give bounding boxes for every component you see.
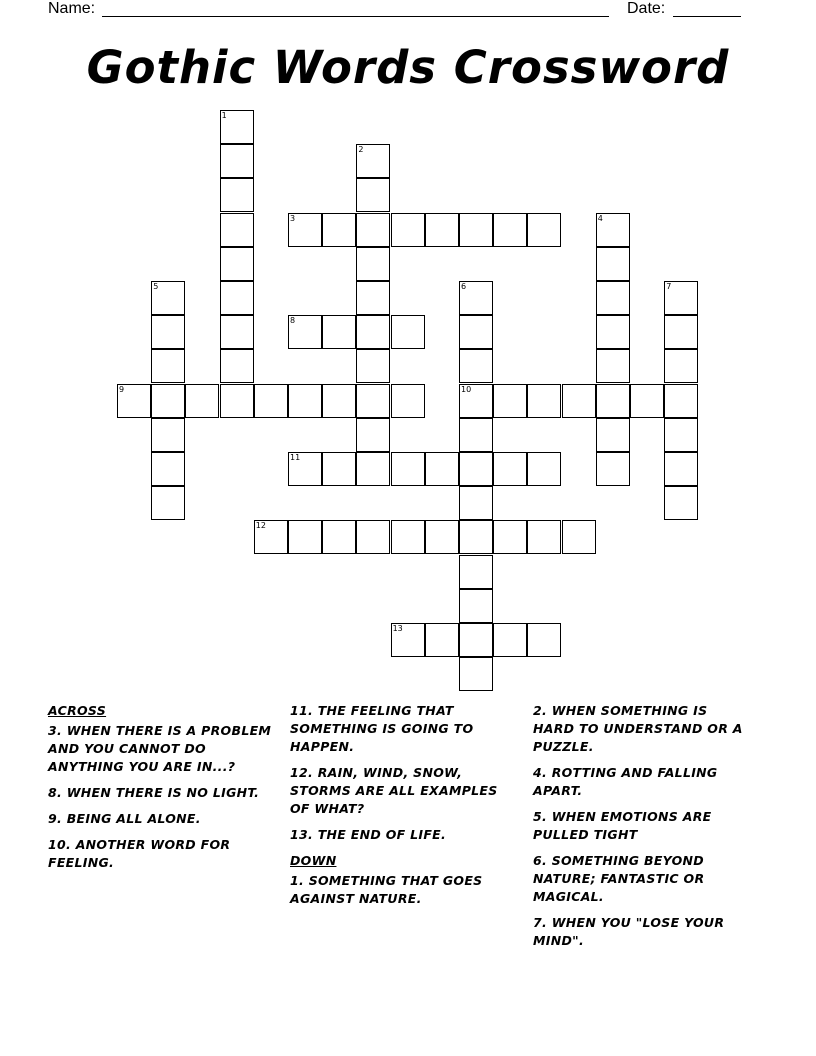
- grid-cell[interactable]: [151, 452, 185, 486]
- grid-cell[interactable]: [288, 315, 322, 349]
- grid-cell[interactable]: [151, 315, 185, 349]
- grid-cell[interactable]: [596, 315, 630, 349]
- grid-cell[interactable]: [391, 623, 425, 657]
- grid-cell[interactable]: [391, 315, 425, 349]
- grid-cell[interactable]: [425, 213, 459, 247]
- grid-cell[interactable]: [117, 384, 151, 418]
- grid-cell[interactable]: [425, 623, 459, 657]
- grid-cell[interactable]: [459, 486, 493, 520]
- grid-cell[interactable]: [493, 452, 527, 486]
- down-heading: DOWN: [290, 853, 337, 868]
- grid-cell[interactable]: [664, 452, 698, 486]
- grid-cell[interactable]: [596, 247, 630, 281]
- grid-cell[interactable]: [356, 281, 390, 315]
- grid-cell[interactable]: [459, 281, 493, 315]
- grid-cell[interactable]: [664, 349, 698, 383]
- cell-number: 5: [153, 282, 159, 291]
- grid-cell[interactable]: [664, 418, 698, 452]
- grid-cell[interactable]: [220, 110, 254, 144]
- grid-cell[interactable]: [596, 452, 630, 486]
- grid-cell[interactable]: [356, 452, 390, 486]
- grid-cell[interactable]: [493, 384, 527, 418]
- grid-cell[interactable]: [459, 555, 493, 589]
- clue-down-1: 1. SOMETHING THAT GOES AGAINST NATURE.: [290, 873, 483, 906]
- cell-number: 1: [221, 111, 227, 120]
- grid-cell[interactable]: [220, 213, 254, 247]
- grid-cell[interactable]: [185, 384, 219, 418]
- grid-cell[interactable]: [493, 623, 527, 657]
- grid-cell[interactable]: [391, 452, 425, 486]
- cell-number: 8: [290, 316, 296, 326]
- grid-cell[interactable]: [596, 281, 630, 315]
- date-label: Date:: [627, 0, 666, 17]
- grid-cell[interactable]: [596, 384, 630, 418]
- clue-across-3: 3. WHEN THERE IS A PROBLEM AND YOU CANNOT DO ANYTHING YOU ARE IN...?: [48, 723, 272, 774]
- grid-cell[interactable]: [391, 213, 425, 247]
- grid-cell[interactable]: [527, 520, 561, 554]
- grid-cell[interactable]: [664, 486, 698, 520]
- clue-across-13: 13. THE END OF LIFE.: [290, 827, 447, 842]
- grid-cell[interactable]: [493, 213, 527, 247]
- grid-cell[interactable]: [562, 384, 596, 418]
- grid-cell[interactable]: [356, 144, 390, 178]
- grid-cell[interactable]: [527, 213, 561, 247]
- grid-cell[interactable]: [220, 384, 254, 418]
- across-heading: ACROSS: [48, 703, 107, 718]
- cell-number: 10: [461, 384, 472, 394]
- grid-cell[interactable]: [562, 520, 596, 554]
- grid-cell[interactable]: [220, 144, 254, 178]
- grid-cell[interactable]: [664, 384, 698, 418]
- grid-cell[interactable]: [391, 384, 425, 418]
- grid-cell[interactable]: [425, 520, 459, 554]
- grid-cell[interactable]: [356, 418, 390, 452]
- grid-cell[interactable]: [356, 213, 390, 247]
- clue-across-11: 11. THE FEELING THAT SOMETHING IS GOING TO HAPPEN.: [290, 703, 474, 754]
- cell-number: 2: [358, 145, 364, 155]
- clue-down-5: 5. WHEN EMOTIONS ARE PULLED TIGHT: [533, 809, 712, 842]
- grid-cell[interactable]: [527, 384, 561, 418]
- clue-column-3: [533, 702, 753, 958]
- cell-number: 9: [119, 384, 125, 394]
- grid-cell[interactable]: [459, 589, 493, 623]
- grid-cell[interactable]: [254, 384, 288, 418]
- grid-cell[interactable]: [322, 213, 356, 247]
- grid-cell[interactable]: [459, 520, 493, 554]
- page-title: Gothic Words Crossword: [86, 41, 730, 94]
- grid-cell[interactable]: [596, 349, 630, 383]
- grid-cell[interactable]: [220, 349, 254, 383]
- grid-cell[interactable]: [322, 452, 356, 486]
- grid-cell[interactable]: [220, 178, 254, 212]
- grid-cell[interactable]: [151, 384, 185, 418]
- clue-column-1: [48, 702, 278, 880]
- grid-cell[interactable]: [322, 384, 356, 418]
- grid-cell[interactable]: [356, 349, 390, 383]
- cell-number: 7: [666, 282, 672, 291]
- clue-across-8: 8. WHEN THERE IS NO LIGHT.: [48, 785, 260, 800]
- grid-cell[interactable]: [425, 452, 459, 486]
- cell-number: 6: [461, 282, 467, 291]
- grid-cell[interactable]: [459, 213, 493, 247]
- grid-cell[interactable]: [596, 418, 630, 452]
- grid-cell[interactable]: [596, 213, 630, 247]
- grid-cell[interactable]: [151, 418, 185, 452]
- grid-cell[interactable]: [220, 281, 254, 315]
- clue-across-9: 9. BEING ALL ALONE.: [48, 811, 201, 826]
- grid-cell[interactable]: [151, 281, 185, 315]
- grid-cell[interactable]: [493, 520, 527, 554]
- grid-cell[interactable]: [664, 281, 698, 315]
- grid-cell[interactable]: [151, 349, 185, 383]
- grid-cell[interactable]: [664, 315, 698, 349]
- grid-cell[interactable]: [391, 520, 425, 554]
- grid-cell[interactable]: [459, 623, 493, 657]
- grid-cell[interactable]: [288, 384, 322, 418]
- grid-cell[interactable]: [151, 486, 185, 520]
- clue-down-6: 6. SOMETHING BEYOND NATURE; FANTASTIC OR MAGICAL.: [533, 853, 705, 904]
- grid-cell[interactable]: [459, 349, 493, 383]
- grid-cell[interactable]: [459, 452, 493, 486]
- grid-cell[interactable]: [459, 315, 493, 349]
- grid-cell[interactable]: [220, 315, 254, 349]
- grid-cell[interactable]: [322, 520, 356, 554]
- grid-cell[interactable]: [459, 657, 493, 691]
- grid-cell[interactable]: [288, 213, 322, 247]
- clue-across-10: 10. ANOTHER WORD FOR FEELING.: [48, 837, 231, 870]
- grid-cell[interactable]: [220, 247, 254, 281]
- clue-column-2: [290, 702, 520, 916]
- grid-cell[interactable]: [254, 520, 288, 554]
- grid-cell[interactable]: [459, 384, 493, 418]
- grid-cell[interactable]: [288, 452, 322, 486]
- cell-number: 13: [392, 624, 403, 633]
- grid-cell[interactable]: [288, 520, 322, 554]
- clue-down-2: 2. WHEN SOMETHING IS HARD TO UNDERSTAND OR A PUZZLE.: [533, 703, 743, 754]
- grid-cell[interactable]: [322, 315, 356, 349]
- clue-down-7: 7. WHEN YOU "LOSE YOUR MIND".: [533, 915, 725, 948]
- grid-cell[interactable]: [356, 384, 390, 418]
- cell-number: 11: [290, 453, 301, 462]
- cell-number: 4: [597, 213, 603, 223]
- grid-cell[interactable]: [459, 418, 493, 452]
- cell-number: 3: [290, 213, 296, 223]
- clue-down-4: 4. ROTTING AND FALLING APART.: [533, 765, 718, 798]
- grid-cell[interactable]: [527, 623, 561, 657]
- grid-cell[interactable]: [356, 247, 390, 281]
- name-label: Name:: [48, 0, 96, 17]
- cell-number: 12: [255, 521, 266, 531]
- grid-cell[interactable]: [356, 315, 390, 349]
- clue-across-12: 12. RAIN, WIND, SNOW, STORMS ARE ALL EXAMPLES OF WHAT?: [290, 765, 498, 816]
- grid-cell[interactable]: [630, 384, 664, 418]
- grid-cell[interactable]: [356, 178, 390, 212]
- grid-cell[interactable]: [527, 452, 561, 486]
- grid-cell[interactable]: [356, 520, 390, 554]
